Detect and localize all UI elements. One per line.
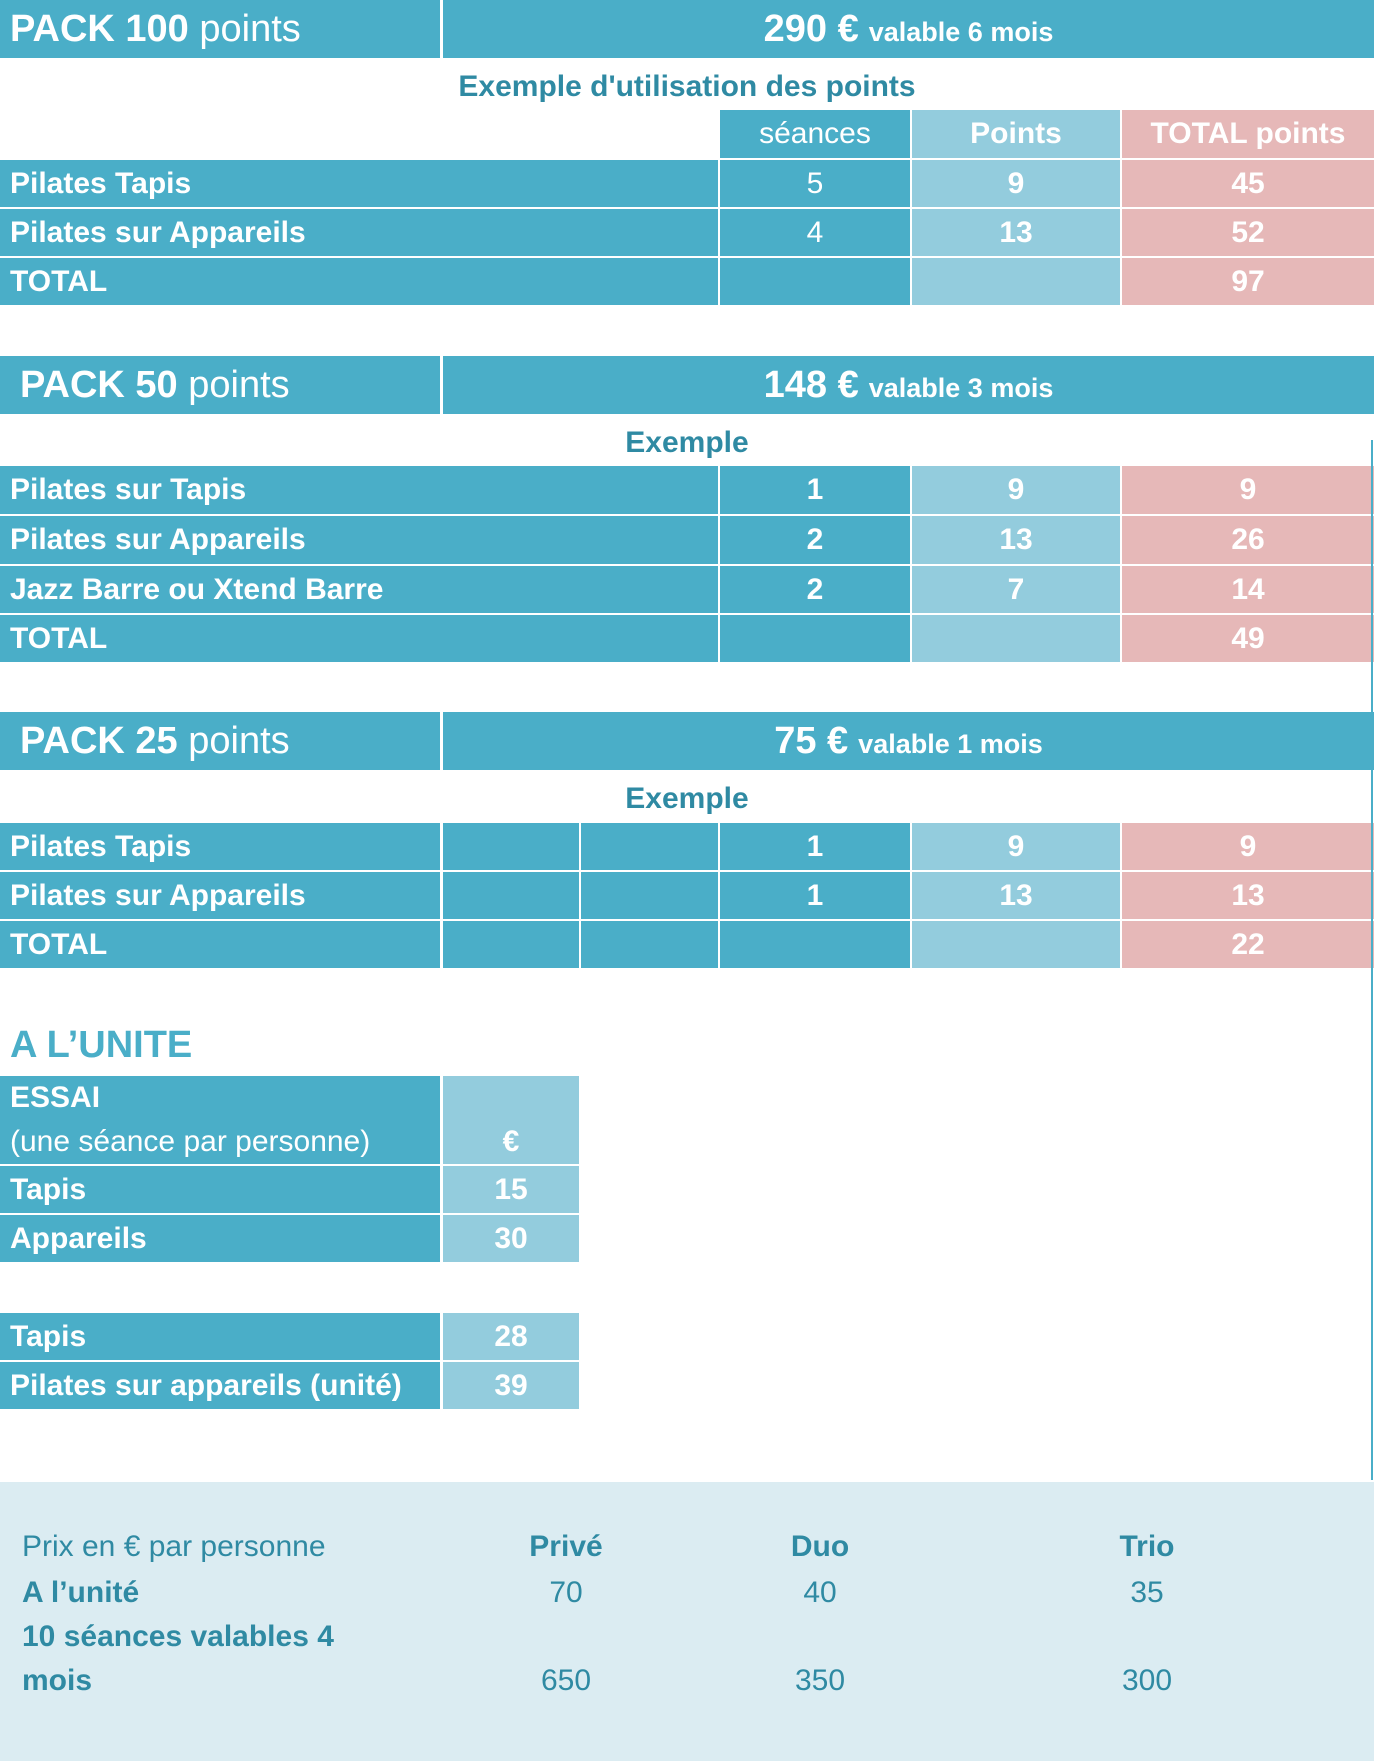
pack25-row-2-total: 13 xyxy=(1122,872,1374,919)
pack25-row-2-seances: 1 xyxy=(720,872,910,919)
essai-label-line-2: (une séance par personne) xyxy=(10,1125,371,1158)
pack25-row-2-empty-a xyxy=(443,872,579,919)
pack25-total-seances xyxy=(720,921,910,968)
pack50-row-2-total: 26 xyxy=(1122,516,1374,564)
pack100-row-1-points: 9 xyxy=(912,160,1120,207)
pack100-row-2-total: 52 xyxy=(1122,209,1374,256)
pack100-row-1-label: Pilates Tapis xyxy=(0,160,718,207)
pack50-row-3-points: 7 xyxy=(912,566,1120,613)
pack25-total-label: TOTAL xyxy=(0,921,440,968)
pack25-points-word: points xyxy=(188,720,290,762)
unit-row-1-price: 28 xyxy=(443,1313,579,1360)
pack25-price-block xyxy=(443,720,1374,763)
pack25-name: PACK 25 xyxy=(20,720,178,762)
pack50-validity: valable 3 mois xyxy=(868,373,1054,403)
pack50-name: PACK 50 xyxy=(20,364,178,406)
pack50-row-3-total: 14 xyxy=(1122,566,1374,613)
pack25-title xyxy=(20,720,290,763)
pack100-row-1-total: 45 xyxy=(1122,160,1374,207)
pack50-total-points xyxy=(912,615,1120,662)
pack50-row-3-label: Jazz Barre ou Xtend Barre xyxy=(0,566,718,613)
essai-row-1-price: 15 xyxy=(443,1166,579,1213)
pack100-total-seances xyxy=(720,258,910,305)
private-lessons-panel xyxy=(0,1482,1374,1761)
row-10-seances-prive: 650 xyxy=(540,1664,592,1697)
pack100-points-word: points xyxy=(199,8,301,50)
pack25-row-1-seances: 1 xyxy=(720,823,910,870)
pack25-total-empty-b xyxy=(581,921,718,968)
pack100-title xyxy=(10,8,301,51)
private-header-label: Prix en € par personne xyxy=(22,1530,326,1563)
row-10-seances-trio: 300 xyxy=(1121,1664,1173,1697)
pack50-row-3-seances: 2 xyxy=(720,566,910,613)
col-prive: Privé xyxy=(529,1530,603,1563)
row-10-seances-duo: 350 xyxy=(794,1664,846,1697)
pack100-total-label: TOTAL xyxy=(0,258,718,305)
pack50-row-2-points: 13 xyxy=(912,516,1120,564)
unit-row-2-label: Pilates sur appareils (unité) xyxy=(0,1362,440,1409)
pack50-points-word: points xyxy=(188,364,290,406)
pack50-row-1-total: 9 xyxy=(1122,466,1374,514)
unite-title: A L’UNITE xyxy=(10,1024,193,1066)
pack25-subtitle: Exemple xyxy=(625,782,749,815)
col-trio: Trio xyxy=(1119,1530,1175,1563)
essai-row-2-label: Appareils xyxy=(0,1215,440,1262)
pack25-total-points xyxy=(912,921,1120,968)
pack100-row-1-seances: 5 xyxy=(720,160,910,207)
pack25-row-2-empty-b xyxy=(581,872,718,919)
pack50-price-block xyxy=(443,364,1374,407)
col-header-seances: séances xyxy=(720,110,910,158)
pack100-subtitle: Exemple d'utilisation des points xyxy=(458,70,916,103)
pack50-row-1-points: 9 xyxy=(912,466,1120,514)
pack100-row-2-points: 13 xyxy=(912,209,1120,256)
essai-label-line-1: ESSAI xyxy=(10,1081,101,1114)
row-unite-duo: 40 xyxy=(803,1576,837,1609)
row-unite-prive: 70 xyxy=(549,1576,583,1609)
row-unite-label: A l’unité xyxy=(22,1576,140,1609)
pack25-row-1-empty-a xyxy=(443,823,579,870)
pack50-total-label: TOTAL xyxy=(0,615,718,662)
pack25-row-1-total: 9 xyxy=(1122,823,1374,870)
pack100-total-points xyxy=(912,258,1120,305)
pack100-validity: valable 6 mois xyxy=(868,17,1054,47)
row-10-seances-label-2: mois xyxy=(22,1664,93,1697)
pack50-row-1-label: Pilates sur Tapis xyxy=(0,466,718,514)
pack50-row-1-seances: 1 xyxy=(720,466,910,514)
pack25-row-2-points: 13 xyxy=(912,872,1120,919)
pack25-validity: valable 1 mois xyxy=(858,729,1043,759)
pack25-total-value: 22 xyxy=(1122,921,1374,968)
pack100-row-2-label: Pilates sur Appareils xyxy=(0,209,718,256)
col-header-points: Points xyxy=(912,110,1120,158)
pack100-total-value: 97 xyxy=(1122,258,1374,305)
pack100-name: PACK 100 xyxy=(10,8,189,50)
col-header-total-points: TOTAL points xyxy=(1122,110,1374,158)
pack25-price: 75 € xyxy=(774,720,849,762)
essai-row-2-price: 30 xyxy=(443,1215,579,1262)
pack50-row-2-label: Pilates sur Appareils xyxy=(0,516,718,564)
pack25-row-1-label: Pilates Tapis xyxy=(0,823,440,870)
unit-row-2-price: 39 xyxy=(443,1362,579,1409)
pack100-row-2-seances: 4 xyxy=(720,209,910,256)
pack25-row-1-empty-b xyxy=(581,823,718,870)
pack25-row-2-label: Pilates sur Appareils xyxy=(0,872,440,919)
pack50-total-value: 49 xyxy=(1122,615,1374,662)
row-10-seances-label-1: 10 séances valables 4 xyxy=(22,1620,334,1653)
pack100-price: 290 € xyxy=(763,8,859,50)
pack25-total-empty-a xyxy=(443,921,579,968)
pack50-subtitle: Exemple xyxy=(625,426,749,459)
right-edge-line xyxy=(1371,440,1373,1480)
essai-row-1-label: Tapis xyxy=(0,1166,440,1213)
pack50-row-2-seances: 2 xyxy=(720,516,910,564)
col-duo: Duo xyxy=(790,1530,850,1563)
pack100-price-block xyxy=(443,8,1374,51)
row-unite-trio: 35 xyxy=(1130,1576,1164,1609)
pack50-price: 148 € xyxy=(763,364,859,406)
pack25-row-1-points: 9 xyxy=(912,823,1120,870)
pack50-title xyxy=(20,364,290,407)
pack50-total-seances xyxy=(720,615,910,662)
essai-currency: € xyxy=(502,1125,520,1158)
unit-row-1-label: Tapis xyxy=(0,1313,440,1360)
